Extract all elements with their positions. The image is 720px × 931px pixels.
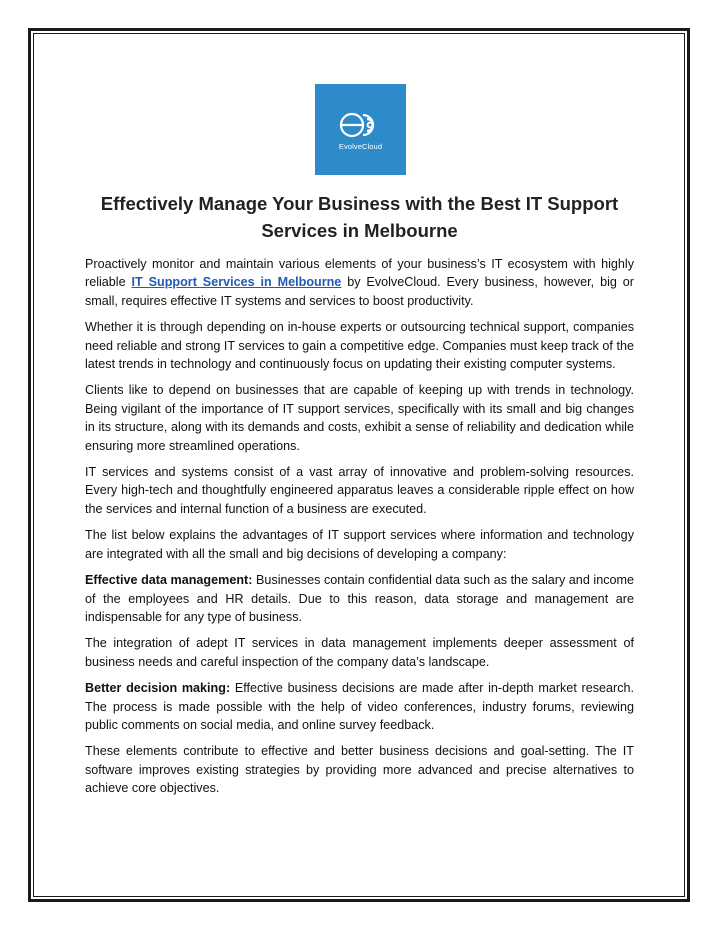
paragraph-5: The list below explains the advantages of IT support services where information and technology are integrated with all the small and big decisions of developing a company: xyxy=(85,528,634,561)
decision-making-heading: Better decision making: xyxy=(85,681,231,696)
data-management-heading: Effective data management: xyxy=(85,573,253,588)
paragraph-data-management xyxy=(85,571,634,626)
paragraph-intro-text-before: Proactively monitor and maintain various elements of your business’s IT ecosystem with highly reliable xyxy=(85,257,634,290)
data-management-text: Businesses contain confidential data such as the salary and income of the employees and HR details. Due to this reason, data storage and management are indispensable for any type of business. xyxy=(85,573,634,624)
it-support-services-link[interactable]: IT Support Services in Melbourne xyxy=(131,275,342,290)
decision-making-text: Effective business decisions are made after in-depth market research. The process is made possible with the help of video conferences, industry forums, reviewing public comments on social media, and online survey feedback. xyxy=(85,681,634,732)
evolvecloud-logo-icon xyxy=(339,109,383,141)
document-body xyxy=(85,84,634,806)
paragraph-3: Clients like to depend on businesses that are capable of keeping up with trends in technology. Being vigilant of the importance of IT support services, specifically with its small and big changes in its structure, along with its demands and costs, exhibit a sense of reliability and dedication while ensuring more streamlined operations. xyxy=(85,383,634,453)
paragraph-9: These elements contribute to effective and better business decisions and goal-setting. The IT software improves existing strategies by providing more advanced and precise alternatives to achieve core objectives. xyxy=(85,744,634,796)
paragraph-7: The integration of adept IT services in data management implements deeper assessment of business needs and careful inspection of the company data’s landscape. xyxy=(85,636,634,669)
paragraph-4: IT services and systems consist of a vast array of innovative and problem-solving resources. Every high-tech and thoughtfully engineered apparatus leaves a considerable ripple effect on how the services and internal function of a business are executed. xyxy=(85,465,634,516)
evolvecloud-logo xyxy=(315,84,406,175)
paragraph-intro-text-after: by EvolveCloud. Every business, however, big or small, requires effective IT systems and services to boost productivity. xyxy=(85,275,634,308)
paragraph-2: Whether it is through depending on in-house experts or outsourcing technical support, companies need reliable and strong IT services to gain a competitive edge. Companies must keep track of the latest trends in technology and continuously focus on updating their existing computer systems. xyxy=(85,320,634,372)
logo-wordmark: EvolveCloud xyxy=(338,141,383,151)
paragraph-intro xyxy=(85,255,634,310)
paragraph-decision-making xyxy=(85,679,634,734)
page-title: Effectively Manage Your Business with the Best IT Support Services in Melbourne xyxy=(100,193,619,241)
